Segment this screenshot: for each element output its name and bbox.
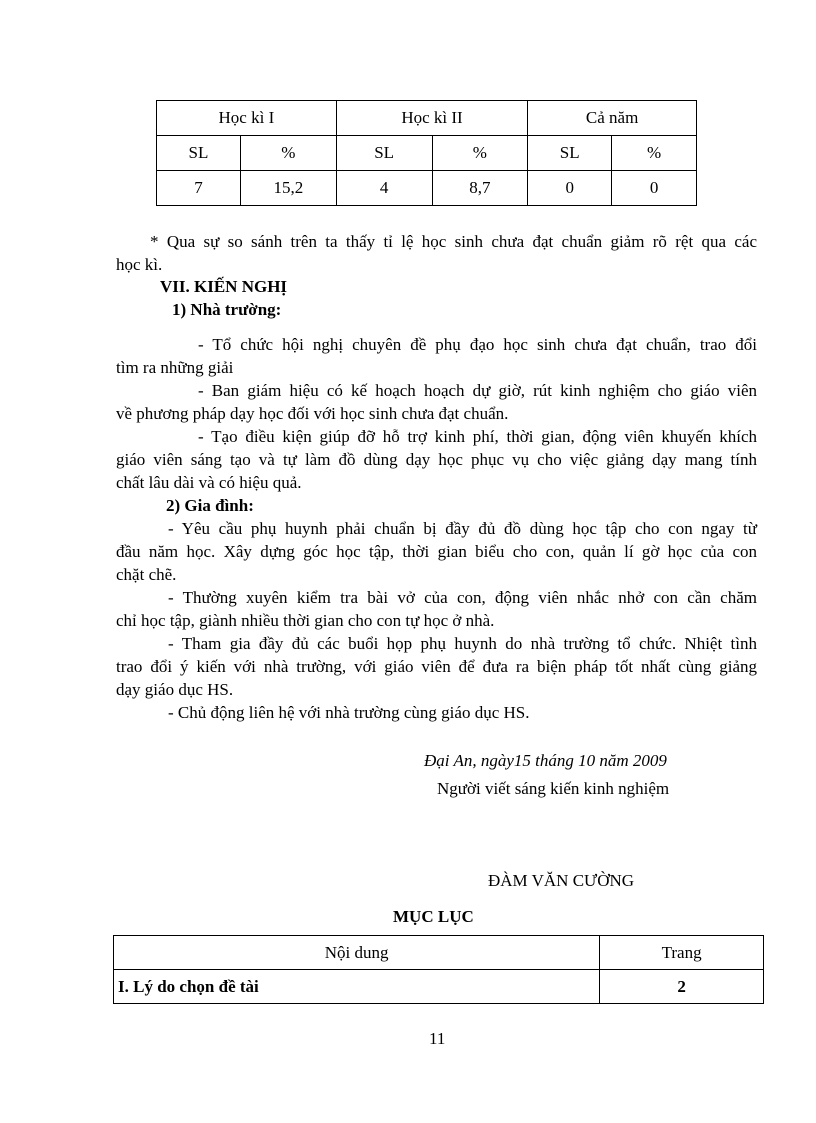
section-7-title: VII. KIẾN NGHỊ	[160, 277, 288, 296]
school-heading: 1) Nhà trường:	[172, 300, 282, 319]
school-item-3-line-2: giáo viên sáng tạo và tự làm đồ dùng dạy học phục vụ cho việc giảng dạy mang tính	[116, 450, 757, 469]
table-cell: SL	[336, 136, 432, 171]
family-item-3-line-2: trao đổi ý kiến với nhà trường, với giáo viên để đưa ra biện pháp tốt nhất cùng giảng	[116, 657, 757, 676]
table-cell: 4	[336, 171, 432, 206]
table-cell: 0	[612, 171, 697, 206]
school-item-3-line-1: - Tạo điều kiện giúp đỡ hỗ trợ kinh phí, thời gian, động viên khuyến khích	[198, 427, 757, 446]
table-row	[157, 171, 697, 206]
table-cell: 0	[528, 171, 612, 206]
toc-row-page: 2	[600, 970, 764, 1004]
toc-header-content: Nội dung	[114, 936, 600, 970]
school-item-2-line-2: về phương pháp dạy học đối với học sinh chưa đạt chuẩn.	[116, 404, 509, 423]
table-row	[114, 970, 764, 1004]
school-item-1-line-2: tìm ra những giải	[116, 358, 234, 377]
family-item-1-line-1: - Yêu cầu phụ huynh phải chuẩn bị đầy đủ đồ dùng học tập cho con ngay từ	[168, 519, 757, 538]
table-cell: SL	[157, 136, 241, 171]
school-item-1-line-1: - Tổ chức hội nghị chuyên đề phụ đạo học sinh chưa đạt chuẩn, trao đổi	[198, 335, 757, 354]
toc-title: MỤC LỤC	[393, 907, 474, 926]
school-item-2-line-1: - Ban giám hiệu có kế hoạch hoạch dự giờ, rút kinh nghiệm cho giáo viên	[198, 381, 757, 400]
table-cell: 15,2	[240, 171, 336, 206]
family-item-2-line-2: chỉ học tập, giành nhiều thời gian cho con tự học ở nhà.	[116, 611, 495, 630]
toc-row-content: I. Lý do chọn đề tài	[114, 970, 600, 1004]
table-row	[114, 936, 764, 970]
family-item-3-line-3: dạy giáo dục HS.	[116, 680, 234, 699]
table-row	[157, 101, 697, 136]
page-number: 11	[429, 1029, 446, 1048]
family-heading: 2) Gia đình:	[166, 496, 254, 515]
table-cell: %	[240, 136, 336, 171]
comparison-note-line-1: * Qua sự so sánh trên ta thấy tỉ lệ học sinh chưa đạt chuẩn giảm rõ rệt qua các	[150, 232, 757, 251]
family-item-3-line-1: - Tham gia đầy đủ các buổi họp phụ huynh do nhà trường tổ chức. Nhiệt tình	[168, 634, 757, 653]
semester-2-header: Học kì II	[336, 101, 527, 136]
family-item-1-line-2: đầu năm học. Xây dựng góc học tập, thời gian biểu cho con, quản lí gờ học của con	[116, 542, 757, 561]
table-cell: SL	[528, 136, 612, 171]
table-cell: %	[432, 136, 528, 171]
toc-table	[113, 935, 764, 1004]
signature-place-date: Đại An, ngày15 tháng 10 năm 2009	[424, 751, 667, 770]
family-item-4: - Chủ động liên hệ với nhà trường cùng giáo dục HS.	[168, 703, 530, 722]
comparison-note-line-2: học kì.	[116, 255, 163, 274]
signature-author: ĐÀM VĂN CƯỜNG	[488, 871, 635, 890]
table-cell: %	[612, 136, 697, 171]
toc-header-page: Trang	[600, 936, 764, 970]
family-item-1-line-3: chặt chẽ.	[116, 565, 177, 584]
table-cell: 7	[157, 171, 241, 206]
signature-role: Người viết sáng kiến kinh nghiệm	[437, 779, 670, 798]
full-year-header: Cả năm	[528, 101, 697, 136]
table-row	[157, 136, 697, 171]
stats-table	[156, 100, 697, 206]
semester-1-header: Học kì I	[157, 101, 337, 136]
school-item-3-line-3: chất lâu dài và có hiệu quả.	[116, 473, 302, 492]
family-item-2-line-1: - Thường xuyên kiểm tra bài vở của con, động viên nhắc nhở con cần chăm	[168, 588, 757, 607]
table-cell: 8,7	[432, 171, 528, 206]
